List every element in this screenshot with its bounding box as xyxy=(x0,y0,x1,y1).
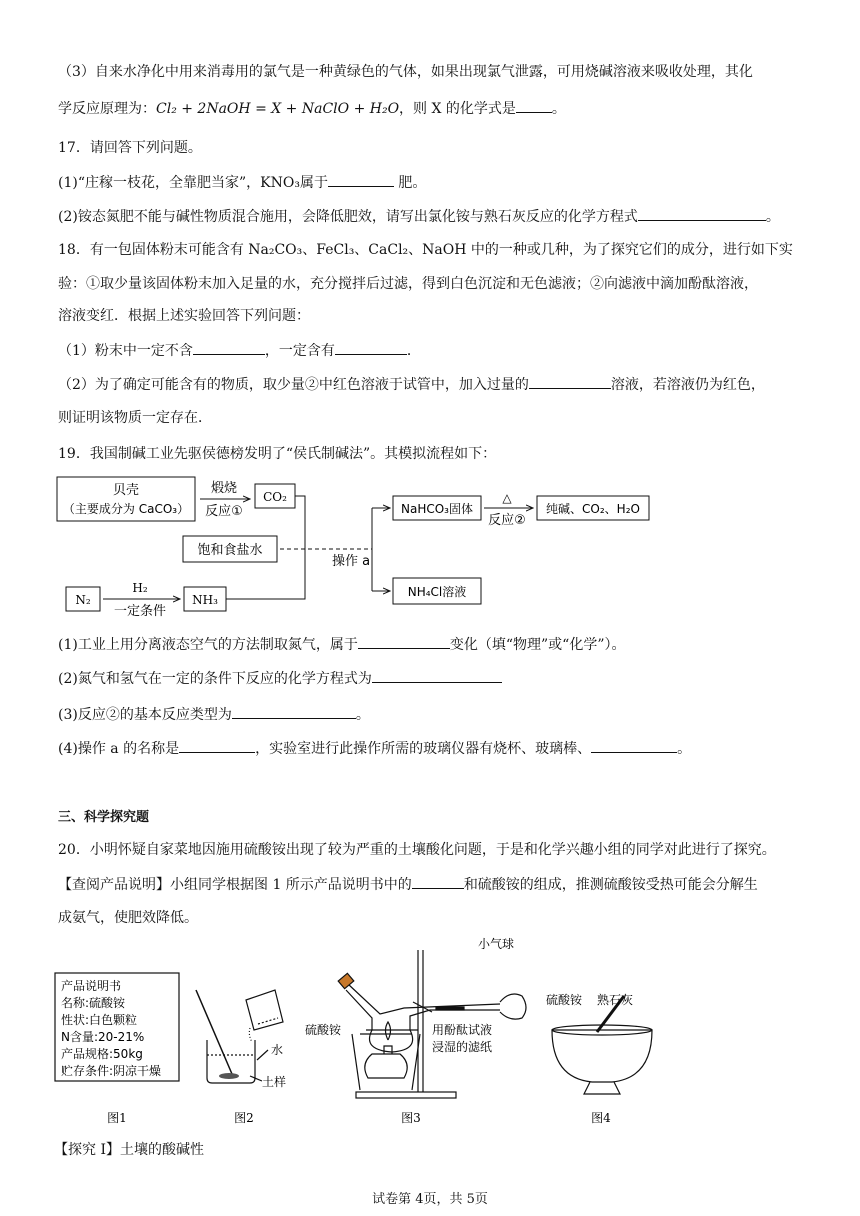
q16-3-ask: ，则 X 的化学式是 xyxy=(399,101,516,117)
q18-p1-end: ． xyxy=(406,343,421,359)
q19-part1 xyxy=(58,634,625,655)
q19-p4-blank1[interactable] xyxy=(179,738,255,753)
fig1-line5: 产品规格:50kg xyxy=(61,1047,143,1061)
fig3-balloon: 小气球 xyxy=(478,937,515,951)
q20-line3: 成氨气，使肥效降低。 xyxy=(58,910,198,926)
fig1-line2: 名称:硫酸铵 xyxy=(61,996,126,1010)
explore-heading: 【探究 I】土壤的酸碱性 xyxy=(54,1142,204,1158)
q17-p1-text: (1)“庄稼一枝花，全靠肥当家”，KNO₃属于 xyxy=(58,175,328,191)
q18-line1: 18．有一包固体粉末可能含有 Na₂CO₃、FeCl₃、CaCl₂、NaOH 中的一种或几种，为了探究它们的成分，进行如下实 xyxy=(58,242,793,258)
fig2-caption: 图2 xyxy=(234,1111,254,1125)
shell-label: 贝壳 xyxy=(112,483,140,498)
heat-symbol: △ xyxy=(502,491,512,505)
section-heading: 三、科学探究题 xyxy=(58,810,150,825)
q16-3-end: 。 xyxy=(551,101,566,117)
q20-line1: 20．小明怀疑自家菜地因施用硫酸铵出现了较为严重的土壤酸化问题，于是和化学兴趣小组的同学对此进行了探究。 xyxy=(58,842,776,858)
nahco3-label: NaHCO₃固体 xyxy=(401,502,473,516)
q19-p4-text: (4)操作 a 的名称是 xyxy=(58,741,180,757)
shell-sublabel: （主要成分为 CaCO₃） xyxy=(62,502,190,516)
q19-p2-text: (2)氮气和氢气在一定的条件下反应的化学方程式为 xyxy=(58,671,372,687)
condition-label: 一定条件 xyxy=(113,604,167,619)
co2-label: CO₂ xyxy=(263,490,287,504)
fig3-paper2: 浸湿的滤纸 xyxy=(432,1040,493,1054)
fig3-caption: 图3 xyxy=(401,1111,421,1125)
q20-l2-end: 和硫酸铵的组成，推测硫酸铵受热可能会分解生 xyxy=(463,877,758,893)
q17-p2-text: (2)铵态氮肥不能与碱性物质混合施用，会降低肥效，请写出氯化铵与熟石灰反应的化学方程式 xyxy=(58,209,638,225)
q16-3-equation: Cl₂ + 2NaOH = X + NaClO + H₂O xyxy=(156,101,400,117)
q19-p2-blank[interactable] xyxy=(372,668,502,683)
q19-part4 xyxy=(58,738,691,759)
q18-p2-end: 溶液，若溶液仍为红色， xyxy=(610,377,765,393)
fig1-line3: 性状:白色颗粒 xyxy=(61,1013,138,1027)
q18-p1-mid: ，一定含有 xyxy=(264,343,335,359)
q19-part3 xyxy=(58,704,370,725)
nh4cl-label: NH₄Cl溶液 xyxy=(407,585,467,599)
nh3-label: NH₃ xyxy=(192,593,218,607)
q18-line2: 验：①取少量该固体粉末加入足量的水，充分搅拌后过滤，得到白色沉淀和无色滤液；②向滤液中滴加酚酞溶液， xyxy=(58,276,758,292)
q16-3-line1: （3）自来水净化中用来消毒用的氯气是一种黄绿色的气体，如果出现氯气泄露，可用烧碱溶液来吸收处理，其化 xyxy=(58,64,753,80)
fig2-soil: 土样 xyxy=(262,1075,287,1089)
fig3-paper1: 用酚酞试液 xyxy=(432,1023,493,1037)
fig1-line1: 产品说明书 xyxy=(61,979,122,993)
q20-l2-text: 【查阅产品说明】小组同学根据图 1 所示产品说明书中的 xyxy=(58,877,412,893)
h2-label: H₂ xyxy=(132,581,148,595)
fig1-product-manual xyxy=(55,973,179,1125)
q20-line2 xyxy=(58,874,758,895)
q19-p4-mid: ，实验室进行此操作所需的玻璃仪器有烧杯、玻璃棒、 xyxy=(255,741,592,757)
calcine-label: 煅烧 xyxy=(210,481,238,496)
reaction2-label: 反应② xyxy=(488,513,526,528)
q19-part2 xyxy=(58,668,502,689)
fig4-caption: 图4 xyxy=(591,1111,611,1125)
fig3-heating-apparatus xyxy=(338,950,526,1098)
q20-blank[interactable] xyxy=(412,874,464,889)
fig4-sample: 硫酸铵 xyxy=(546,993,583,1007)
q18-p2-text: （2）为了确定可能含有的物质，取少量②中红色溶液于试管中，加入过量的 xyxy=(58,377,529,393)
q19-p4-blank2[interactable] xyxy=(591,738,677,753)
q17-p1-end: 肥。 xyxy=(393,175,427,191)
fig2-water: 水 xyxy=(271,1043,284,1057)
q19-p4-end: 。 xyxy=(677,741,692,757)
q18-line3: 溶液变红．根据上述实验回答下列问题： xyxy=(58,308,310,324)
q19-p1-end: 变化（填“物理”或“化学”）。 xyxy=(449,637,626,653)
page-footer: 试卷第 4页，共 5页 xyxy=(372,1192,488,1207)
fig2-beaker xyxy=(196,990,283,1083)
fig4-lime: 熟石灰 xyxy=(597,993,634,1007)
q19-p3-text: (3)反应②的基本反应类型为 xyxy=(58,707,232,723)
n2-label: N₂ xyxy=(75,593,91,607)
q19-p1-blank[interactable] xyxy=(358,634,450,649)
q19-title: 19．我国制碱工业先驱侯德榜发明了“侯氏制碱法”。其模拟流程如下： xyxy=(58,446,497,462)
fig3-sample: 硫酸铵 xyxy=(305,1023,342,1037)
fig1-line6: 贮存条件:阴凉干燥 xyxy=(61,1064,162,1078)
reaction1-label: 反应① xyxy=(205,504,243,519)
q19-p1-text: (1)工业上用分离液态空气的方法制取氮气，属于 xyxy=(58,637,358,653)
q18-p1-text: （1）粉末中一定不含 xyxy=(58,343,193,359)
fig1-caption: 图1 xyxy=(107,1111,127,1125)
q16-3-prefix: 学反应原理为： xyxy=(58,101,156,117)
q18-part2-cont: 则证明该物质一定存在． xyxy=(58,410,212,426)
q19-p3-end: 。 xyxy=(355,707,370,723)
fig1-line4: N含量:20-21% xyxy=(61,1030,145,1044)
brine-label: 饱和食盐水 xyxy=(197,543,263,558)
products-label: 纯碱、CO₂、H₂O xyxy=(546,502,640,516)
q19-p3-blank[interactable] xyxy=(232,704,356,719)
operation-label: 操作 a xyxy=(331,554,371,569)
q17-p2-end: 。 xyxy=(765,209,780,225)
fig4-mortar xyxy=(552,996,652,1094)
co2-line xyxy=(295,496,305,550)
q17-title: 17．请回答下列问题。 xyxy=(58,140,202,156)
